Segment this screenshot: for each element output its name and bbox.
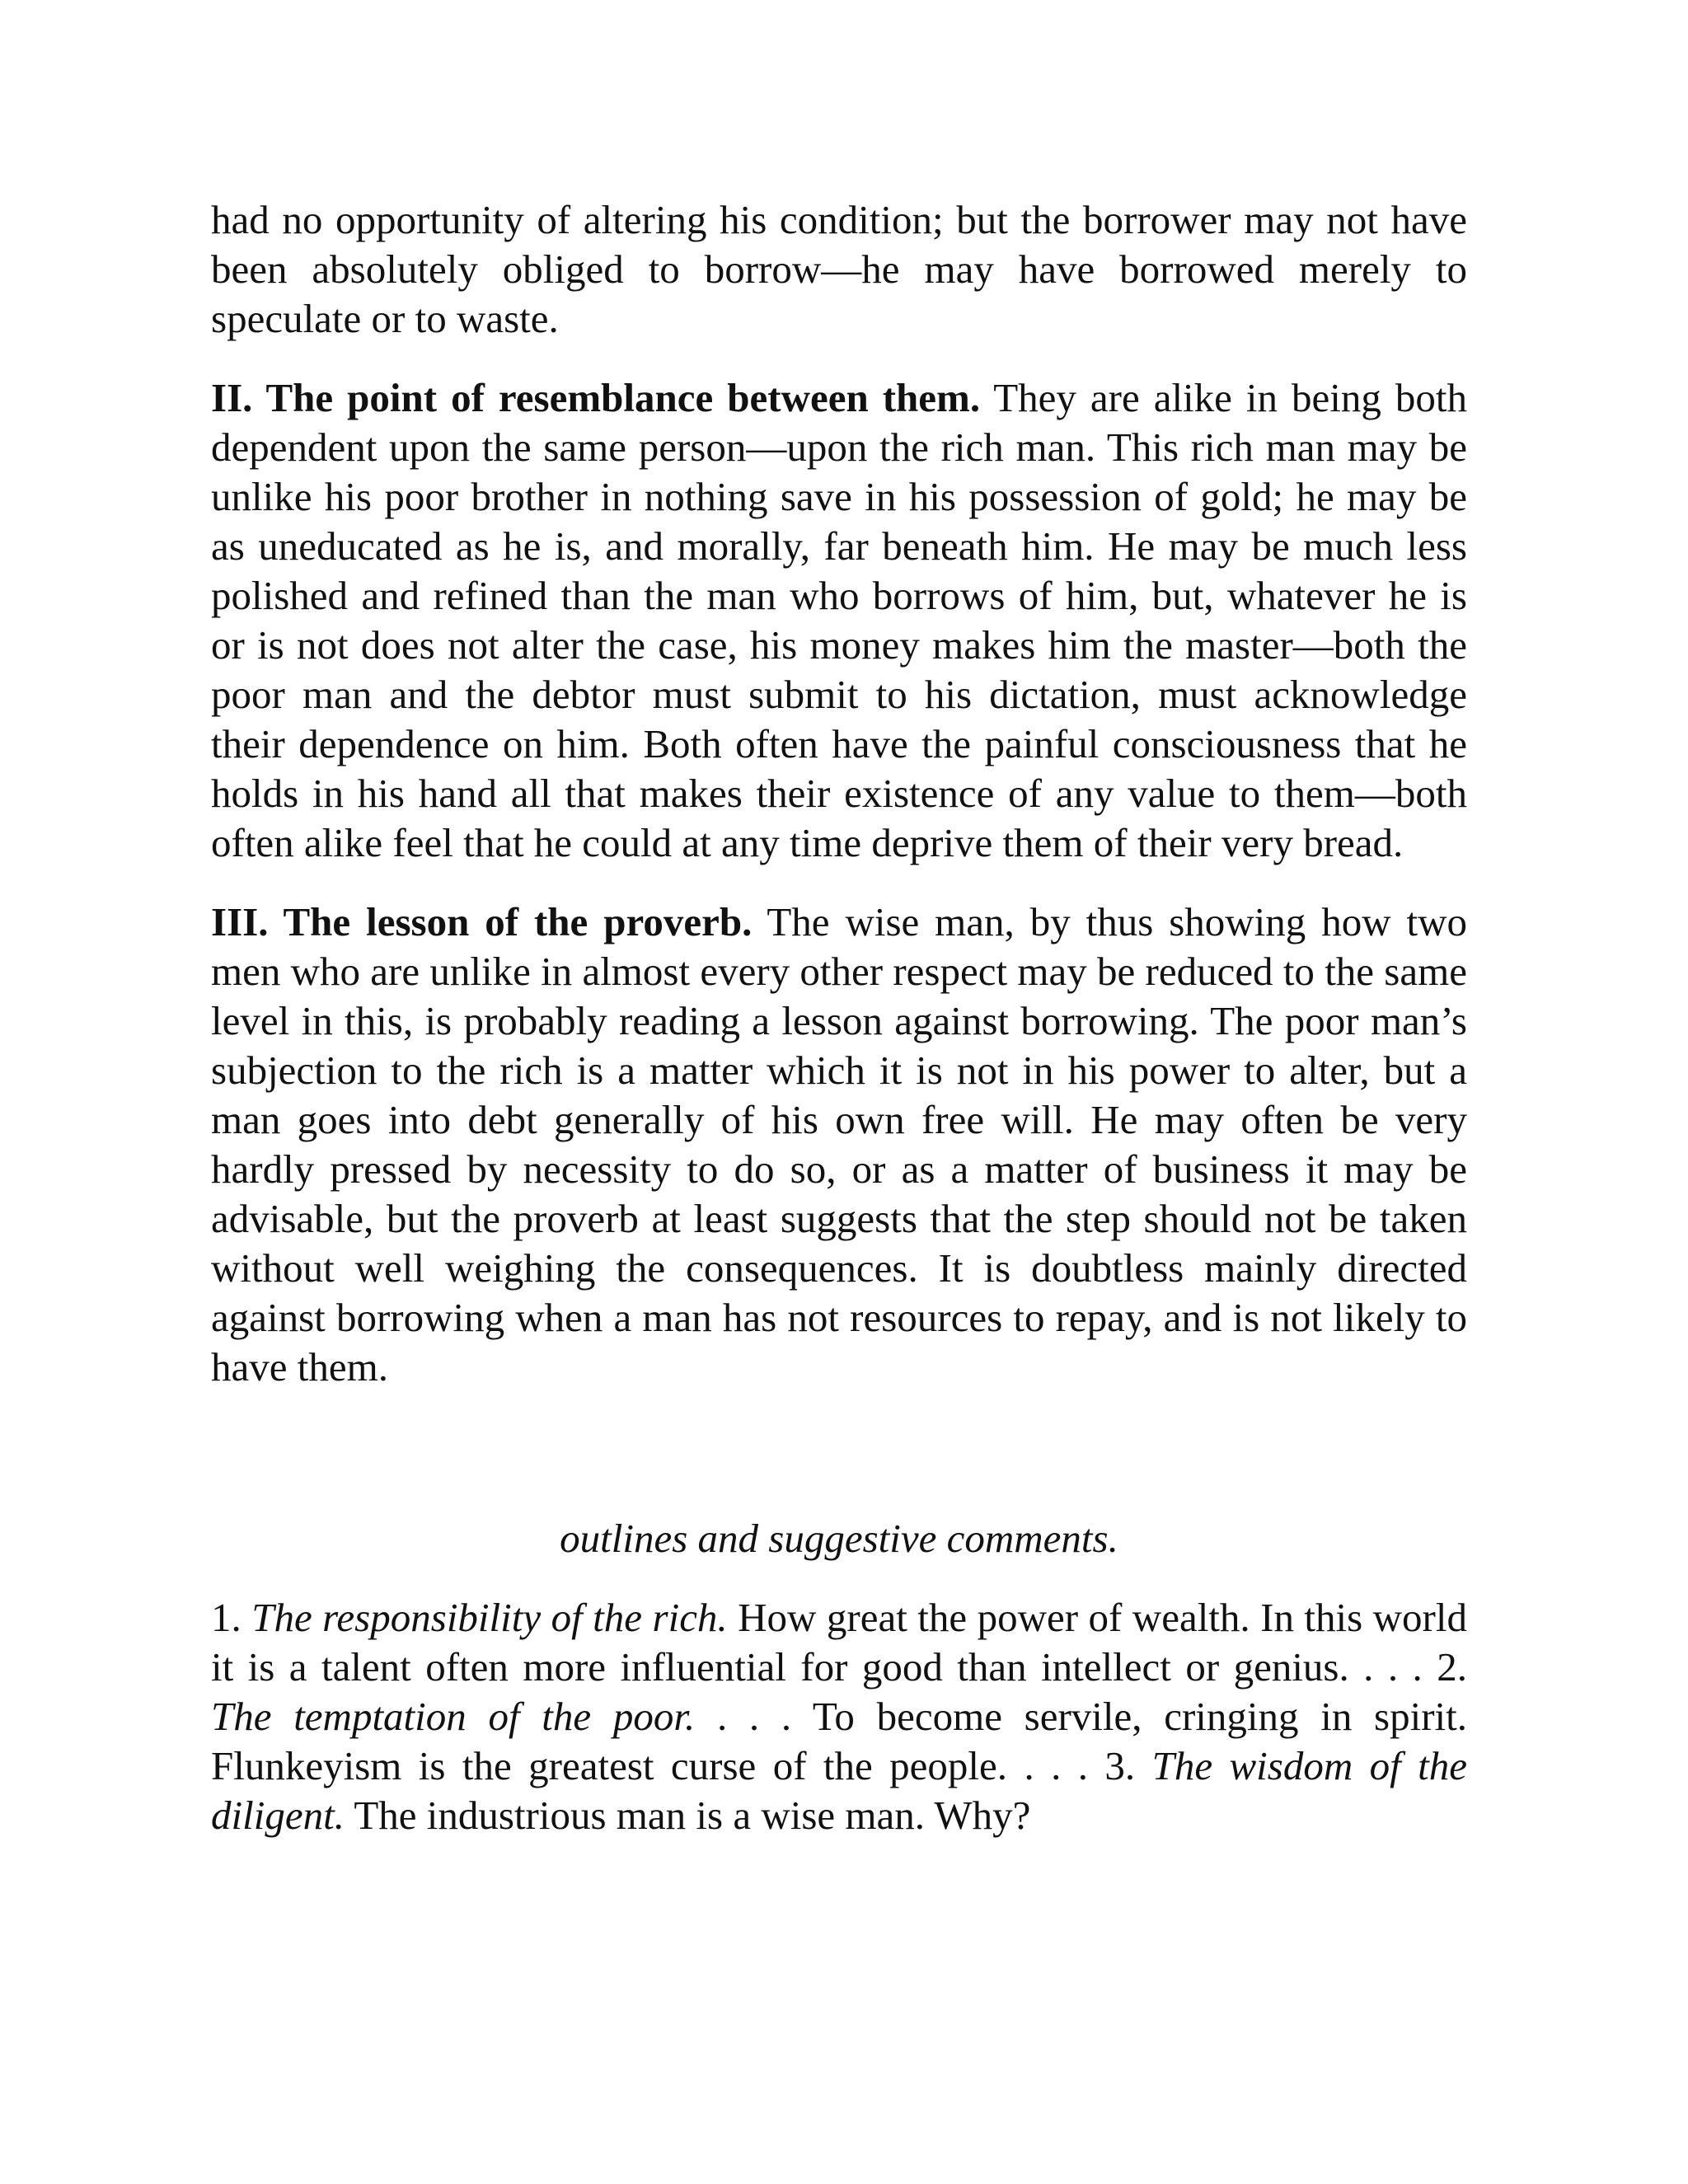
- outlines-paragraph: [211, 1593, 1467, 1840]
- outline-text: The industrious man is a wise man. Why?: [344, 1793, 1031, 1838]
- outline-text: How great the power of wealth. In this world it is a talent often more influential for good than intellect or genius. . . . 2.: [211, 1595, 1467, 1690]
- outline-title-wisdom: The wisdom of the diligent.: [211, 1743, 1467, 1838]
- section-heading-lesson: III. The lesson of the proverb.: [211, 899, 753, 944]
- paragraph-point-of-resemblance: [211, 373, 1467, 868]
- outline-title-responsibility: The responsibility of the rich.: [251, 1595, 728, 1640]
- section-heading-resemblance: II. The point of resemblance between them.: [211, 375, 981, 420]
- paragraph-text: had no opportunity of altering his condition; but the borrower may not have been absolutely obliged to borrow—he may have borrowed merely to speculate or to waste.: [211, 197, 1467, 341]
- paragraph-text: The wise man, by thus showing how two men who are unlike in almost every other respect may be reduced to the same level in this, is probably reading a lesson against borrowing. The poor man’s subjection to the rich is a matter which it is not in his power to alter, but a man goes into debt generally of his own free will. He may often be very hardly pressed by necessity to do so, or as a matter of business it may be advisable, but the proverb at least suggests that the step should not be taken without well weighing the consequences. It is doubtless mainly directed against borrowing when a man has not resources to repay, and is not likely to have them.: [211, 899, 1467, 1390]
- outline-number-1: 1.: [211, 1595, 252, 1640]
- paragraph-text: They are alike in being both dependent upon the same person—upon the rich man. This rich man may be unlike his poor brother in nothing save in his possession of gold; he may be as uneducated as he is, and morally, far beneath him. He may be much less polished and refined than the man who borrows of him, but, whatever he is or is not does not alter the case, his money makes him the master—both the poor man and the debtor must submit to his dictation, must acknowledge their dependence on him. Both often have the painful consciousness that he holds in his hand all that makes their existence of any value to them—both often alike feel that he could at any time deprive them of their very bread.: [211, 375, 1467, 865]
- page-content: [211, 195, 1467, 1840]
- paragraph-lesson-of-proverb: [211, 898, 1467, 1392]
- outline-title-temptation: The temptation of the poor.: [211, 1694, 696, 1739]
- paragraph-borrower-condition: [211, 195, 1467, 344]
- outline-text: . . . To become servile, cringing in spirit. Flunkeyism is the greatest curse of the people. . . . 3.: [211, 1694, 1467, 1788]
- outlines-heading: outlines and suggestive comments.: [560, 1516, 1118, 1561]
